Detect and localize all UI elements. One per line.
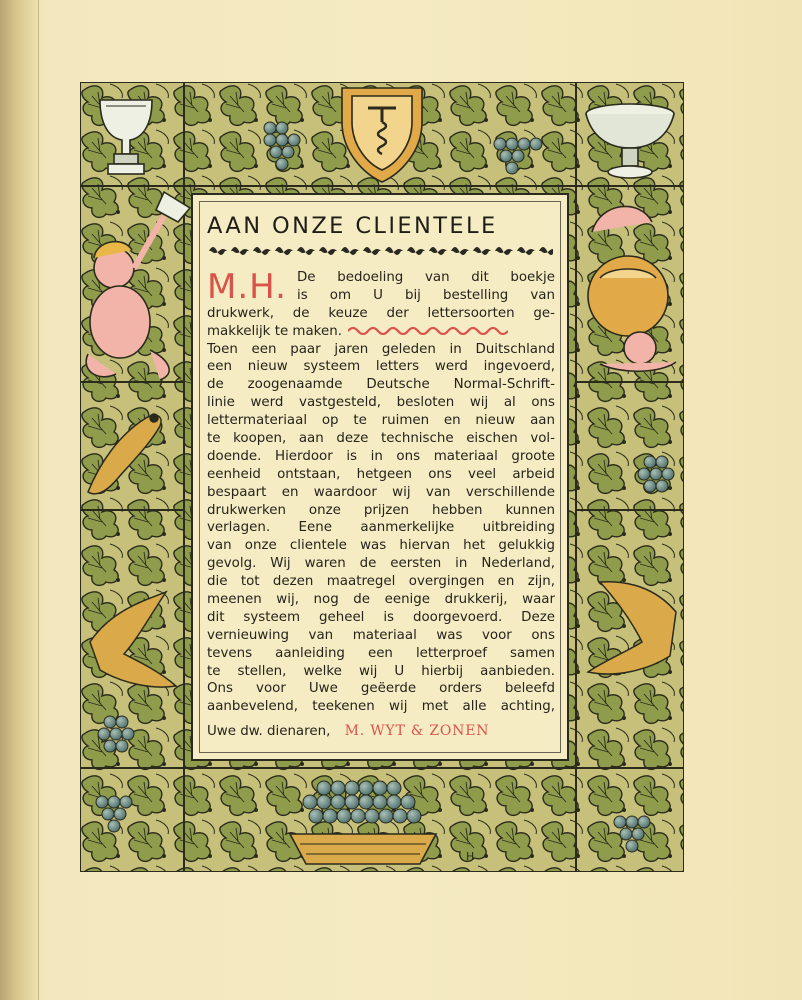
text-line: verlagen. Eene aanmerkelijke uitbreiding — [207, 520, 555, 536]
text-line: lettermateriaal op te ruimen en nieuw aan — [207, 413, 555, 429]
text-panel — [192, 194, 568, 760]
text-line: van onze clientele was hiervan het gelukkig — [207, 538, 555, 554]
grape-basket-illustration — [290, 834, 436, 864]
text-line: Ons voor Uwe geëerde orders beleefd — [207, 681, 555, 697]
text-line: de zoogenaamde Deutsche Normal-Schrift- — [207, 377, 555, 393]
book-spine — [0, 0, 39, 1000]
text-line-content: makkelijk te maken. — [207, 323, 342, 339]
text-line: eenheid ontstaan, hetgeen ons veel arbeid — [207, 466, 555, 482]
text-line: drukwerk, de keuze der lettersoorten ge- — [207, 305, 555, 321]
text-line: aanbevelend, teekenen wij met alle achting, — [207, 699, 555, 715]
signoff — [207, 723, 555, 739]
text-line: linie werd vastgesteld, besloten wij al ons — [207, 395, 555, 411]
text-line: die tot dezen maatregel overgingen en zijn, — [207, 574, 555, 590]
body-paragraph — [207, 269, 555, 716]
page-title: AAN ONZE CLIENTELE — [207, 213, 498, 239]
text-line — [207, 323, 555, 341]
firm-name: M. WYT & ZONEN — [344, 723, 490, 739]
text-line: is om U bij bestelling van — [297, 287, 555, 303]
signoff-text: Uwe dw. dienaren, — [207, 724, 331, 739]
text-line: drukwerken onze prijzen hebben kunnen — [207, 502, 555, 518]
text-line: bespaart en waardoor wij van verschillende — [207, 484, 555, 500]
text-line: tevens aanleiding een letterproef samen — [207, 645, 555, 661]
text-line: De bedoeling van dit boekje — [297, 270, 555, 285]
text-line: gevolg. Wij waren de eersten in Nederland, — [207, 556, 555, 572]
text-line: te koopen, aan deze technische eischen vol- — [207, 431, 555, 447]
initials: M.H. — [207, 267, 287, 307]
text-line: een nieuw systeem letters werd ingevoerd, — [207, 359, 555, 375]
ornament-row — [207, 243, 553, 255]
text-line: Toen een paar jaren geleden in Duitschland — [207, 341, 555, 357]
text-line: vernieuwing van materiaal was voor ons — [207, 627, 555, 643]
text-line: te stellen, welke wij U hierbij aanbieden. — [207, 663, 555, 679]
red-wave-ornament — [348, 327, 508, 335]
monogram-h: H — [466, 850, 475, 863]
text-line: dit systeem geheel is doorgevoerd. Deze — [207, 609, 555, 625]
text-line: meenen wij, nog de eenige drukkerij, waar — [207, 592, 555, 608]
text-line: doende. Hierdoor is in ons materiaal groote — [207, 448, 555, 464]
